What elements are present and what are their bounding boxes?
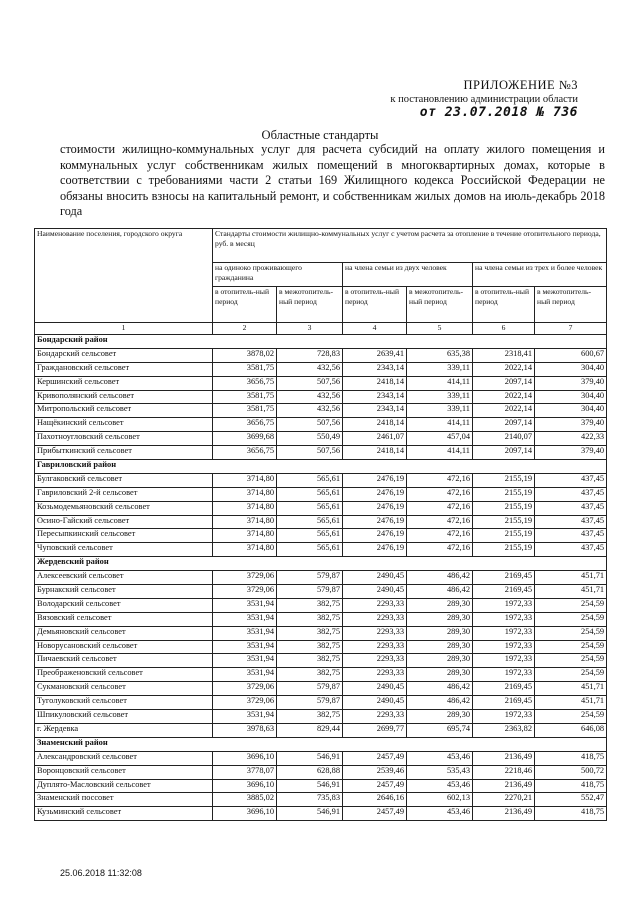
value-cell: 507,56 — [277, 418, 343, 432]
settlement-name: Александровский сельсовет — [35, 751, 213, 765]
value-cell: 3696,10 — [213, 779, 277, 793]
header-three-plus-family: на члена семьи из трех и более человек — [473, 263, 607, 287]
settlement-name: Митропольский сельсовет — [35, 404, 213, 418]
table-row — [35, 626, 607, 640]
value-cell: 2097,14 — [473, 418, 535, 432]
value-cell: 579,87 — [277, 682, 343, 696]
table-row — [35, 362, 607, 376]
header-nonheating-period: в межотопитель-ный период — [407, 287, 473, 323]
value-cell: 1972,33 — [473, 612, 535, 626]
value-cell: 486,42 — [407, 585, 473, 599]
value-cell: 2140,07 — [473, 432, 535, 446]
settlement-name: Пахотноугловский сельсовет — [35, 432, 213, 446]
value-cell: 507,56 — [277, 376, 343, 390]
settlement-name: Пичаевский сельсовет — [35, 654, 213, 668]
value-cell: 3778,07 — [213, 765, 277, 779]
value-cell: 3699,68 — [213, 432, 277, 446]
value-cell: 254,59 — [535, 598, 607, 612]
value-cell: 418,75 — [535, 807, 607, 821]
table-row — [35, 404, 607, 418]
table-row — [35, 501, 607, 515]
value-cell: 2169,45 — [473, 696, 535, 710]
value-cell: 451,71 — [535, 585, 607, 599]
value-cell: 2218,46 — [473, 765, 535, 779]
value-cell: 437,45 — [535, 501, 607, 515]
value-cell: 3656,75 — [213, 418, 277, 432]
value-cell: 695,74 — [407, 723, 473, 737]
value-cell: 2293,33 — [343, 612, 407, 626]
settlement-name: Булгаковский сельсовет — [35, 473, 213, 487]
value-cell: 2318,41 — [473, 348, 535, 362]
value-cell: 1972,33 — [473, 668, 535, 682]
value-cell: 2418,14 — [343, 418, 407, 432]
value-cell: 422,33 — [535, 432, 607, 446]
value-cell: 565,61 — [277, 487, 343, 501]
value-cell: 2097,14 — [473, 446, 535, 460]
value-cell: 451,71 — [535, 696, 607, 710]
value-cell: 3878,02 — [213, 348, 277, 362]
value-cell: 254,59 — [535, 668, 607, 682]
value-cell: 2476,19 — [343, 529, 407, 543]
value-cell: 3729,06 — [213, 696, 277, 710]
settlement-name: Вязовский сельсовет — [35, 612, 213, 626]
value-cell: 1972,33 — [473, 710, 535, 724]
value-cell: 3531,94 — [213, 654, 277, 668]
value-cell: 546,91 — [277, 751, 343, 765]
region-row — [35, 460, 607, 474]
table-row — [35, 654, 607, 668]
table-row — [35, 473, 607, 487]
value-cell: 2343,14 — [343, 362, 407, 376]
value-cell: 2476,19 — [343, 543, 407, 557]
value-cell: 432,56 — [277, 390, 343, 404]
value-cell: 414,11 — [407, 376, 473, 390]
value-cell: 2476,19 — [343, 515, 407, 529]
column-number: 5 — [407, 323, 473, 335]
settlement-name: Прибыткинский сельсовет — [35, 446, 213, 460]
value-cell: 2169,45 — [473, 682, 535, 696]
value-cell: 2418,14 — [343, 376, 407, 390]
value-cell: 1972,33 — [473, 598, 535, 612]
value-cell: 2169,45 — [473, 571, 535, 585]
value-cell: 2097,14 — [473, 376, 535, 390]
value-cell: 304,40 — [535, 390, 607, 404]
value-cell: 379,40 — [535, 376, 607, 390]
value-cell: 3714,80 — [213, 515, 277, 529]
settlement-name: Бурнакский сельсовет — [35, 585, 213, 599]
settlement-name: Бондарский сельсовет — [35, 348, 213, 362]
table-row — [35, 640, 607, 654]
appendix-subtitle: к постановлению администрации области — [390, 94, 578, 105]
value-cell: 579,87 — [277, 585, 343, 599]
document-description: стоимости жилищно-коммунальных услуг для расчета субсидий на оплату жилого помещения и коммунальных услуг собственникам жилых помещений в многоквартирных домах, которые в соответствии с требованиями части 2 статьи 169 Жилищного кодекса Российской Федерации не обязаны вносить взносы на капитальный ремонт, и собственникам жилых домов на июль-декабрь 2018 года — [60, 142, 605, 218]
value-cell: 432,56 — [277, 404, 343, 418]
value-cell: 3714,80 — [213, 501, 277, 515]
value-cell: 3714,80 — [213, 473, 277, 487]
value-cell: 1972,33 — [473, 626, 535, 640]
value-cell: 565,61 — [277, 501, 343, 515]
region-row — [35, 335, 607, 349]
table-row — [35, 779, 607, 793]
table-row — [35, 793, 607, 807]
region-name: Гавриловский район — [35, 460, 607, 474]
value-cell: 3714,80 — [213, 529, 277, 543]
table-row — [35, 765, 607, 779]
table-row — [35, 515, 607, 529]
value-cell: 3696,10 — [213, 751, 277, 765]
appendix-title: ПРИЛОЖЕНИЕ №3 — [463, 78, 578, 92]
settlement-name: Нащёкинский сельсовет — [35, 418, 213, 432]
value-cell: 600,67 — [535, 348, 607, 362]
value-cell: 437,45 — [535, 515, 607, 529]
value-cell: 437,45 — [535, 543, 607, 557]
value-cell: 546,91 — [277, 779, 343, 793]
value-cell: 2136,49 — [473, 779, 535, 793]
value-cell: 2490,45 — [343, 571, 407, 585]
value-cell: 486,42 — [407, 696, 473, 710]
value-cell: 2457,49 — [343, 779, 407, 793]
settlement-name: Туголуковский сельсовет — [35, 696, 213, 710]
value-cell: 2293,33 — [343, 598, 407, 612]
settlement-name: Козьмодемьяновский сельсовет — [35, 501, 213, 515]
value-cell: 254,59 — [535, 640, 607, 654]
value-cell: 379,40 — [535, 418, 607, 432]
value-cell: 472,16 — [407, 473, 473, 487]
value-cell: 432,56 — [277, 362, 343, 376]
value-cell: 535,43 — [407, 765, 473, 779]
header-heating-period: в отопитель-ный период — [343, 287, 407, 323]
value-cell: 453,46 — [407, 779, 473, 793]
value-cell: 3581,75 — [213, 404, 277, 418]
value-cell: 3978,63 — [213, 723, 277, 737]
value-cell: 565,61 — [277, 515, 343, 529]
value-cell: 289,30 — [407, 710, 473, 724]
value-cell: 2639,41 — [343, 348, 407, 362]
value-cell: 2293,33 — [343, 710, 407, 724]
header-nonheating-period: в межотопитель-ный период — [277, 287, 343, 323]
table-row — [35, 585, 607, 599]
value-cell: 2293,33 — [343, 626, 407, 640]
value-cell: 3729,06 — [213, 682, 277, 696]
value-cell: 3531,94 — [213, 640, 277, 654]
table-row — [35, 529, 607, 543]
value-cell: 472,16 — [407, 487, 473, 501]
value-cell: 2343,14 — [343, 390, 407, 404]
value-cell: 2293,33 — [343, 640, 407, 654]
column-number: 6 — [473, 323, 535, 335]
print-timestamp: 25.06.2018 11:32:08 — [60, 868, 142, 878]
table-row — [35, 668, 607, 682]
standards-table — [34, 228, 607, 821]
value-cell: 453,46 — [407, 807, 473, 821]
value-cell: 2363,82 — [473, 723, 535, 737]
column-number: 3 — [277, 323, 343, 335]
settlement-name: Володарский сельсовет — [35, 598, 213, 612]
settlement-name: г. Жердевка — [35, 723, 213, 737]
value-cell: 382,75 — [277, 668, 343, 682]
value-cell: 565,61 — [277, 529, 343, 543]
column-number: 2 — [213, 323, 277, 335]
settlement-name: Пересыпкинский сельсовет — [35, 529, 213, 543]
table-row — [35, 348, 607, 362]
value-cell: 453,46 — [407, 751, 473, 765]
appendix-block — [390, 78, 578, 120]
header-two-person-family: на члена семьи из двух человек — [343, 263, 473, 287]
table-row — [35, 710, 607, 724]
table-row — [35, 487, 607, 501]
value-cell: 565,61 — [277, 543, 343, 557]
value-cell: 472,16 — [407, 501, 473, 515]
value-cell: 546,91 — [277, 807, 343, 821]
table-row — [35, 696, 607, 710]
value-cell: 472,16 — [407, 529, 473, 543]
value-cell: 3729,06 — [213, 585, 277, 599]
table-row — [35, 543, 607, 557]
value-cell: 2457,49 — [343, 807, 407, 821]
value-cell: 2155,19 — [473, 487, 535, 501]
settlement-name: Шпикуловский сельсовет — [35, 710, 213, 724]
settlement-name: Чуповский сельсовет — [35, 543, 213, 557]
value-cell: 382,75 — [277, 612, 343, 626]
value-cell: 3531,94 — [213, 668, 277, 682]
table-row — [35, 418, 607, 432]
value-cell: 3531,94 — [213, 626, 277, 640]
value-cell: 2022,14 — [473, 362, 535, 376]
value-cell: 3714,80 — [213, 543, 277, 557]
value-cell: 3656,75 — [213, 376, 277, 390]
value-cell: 3714,80 — [213, 487, 277, 501]
region-row — [35, 737, 607, 751]
table-row — [35, 432, 607, 446]
region-name: Знаменский район — [35, 737, 607, 751]
settlement-name: Кривополянский сельсовет — [35, 390, 213, 404]
value-cell: 254,59 — [535, 626, 607, 640]
value-cell: 635,38 — [407, 348, 473, 362]
header-heating-period: в отопитель-ный период — [473, 287, 535, 323]
value-cell: 735,83 — [277, 793, 343, 807]
handwritten-decree-number: от 23.07.2018 № 736 — [419, 105, 578, 120]
table-row — [35, 571, 607, 585]
value-cell: 472,16 — [407, 515, 473, 529]
region-row — [35, 557, 607, 571]
settlement-name: Кершинский сельсовет — [35, 376, 213, 390]
value-cell: 472,16 — [407, 543, 473, 557]
value-cell: 2155,19 — [473, 501, 535, 515]
value-cell: 2461,07 — [343, 432, 407, 446]
value-cell: 382,75 — [277, 626, 343, 640]
value-cell: 382,75 — [277, 654, 343, 668]
value-cell: 254,59 — [535, 710, 607, 724]
value-cell: 2343,14 — [343, 404, 407, 418]
header-settlement-name: Наименование поселения, городского округа — [35, 229, 213, 323]
value-cell: 1972,33 — [473, 654, 535, 668]
value-cell: 579,87 — [277, 696, 343, 710]
value-cell: 2136,49 — [473, 751, 535, 765]
column-number: 1 — [35, 323, 213, 335]
settlement-name: Знаменский поссовет — [35, 793, 213, 807]
settlement-name: Преображеновский сельсовет — [35, 668, 213, 682]
table-row — [35, 723, 607, 737]
value-cell: 2476,19 — [343, 473, 407, 487]
value-cell: 437,45 — [535, 473, 607, 487]
value-cell: 3531,94 — [213, 612, 277, 626]
value-cell: 486,42 — [407, 682, 473, 696]
value-cell: 289,30 — [407, 640, 473, 654]
value-cell: 829,44 — [277, 723, 343, 737]
value-cell: 486,42 — [407, 571, 473, 585]
value-cell: 602,13 — [407, 793, 473, 807]
settlement-name: Воронцовский сельсовет — [35, 765, 213, 779]
value-cell: 646,08 — [535, 723, 607, 737]
column-number: 4 — [343, 323, 407, 335]
region-name: Жердевский район — [35, 557, 607, 571]
table-row — [35, 390, 607, 404]
value-cell: 289,30 — [407, 668, 473, 682]
value-cell: 2457,49 — [343, 751, 407, 765]
value-cell: 289,30 — [407, 598, 473, 612]
value-cell: 550,49 — [277, 432, 343, 446]
value-cell: 2022,14 — [473, 404, 535, 418]
value-cell: 437,45 — [535, 487, 607, 501]
settlement-name: Осино-Гайский сельсовет — [35, 515, 213, 529]
table-row — [35, 376, 607, 390]
value-cell: 451,71 — [535, 682, 607, 696]
value-cell: 3656,75 — [213, 446, 277, 460]
table-row — [35, 612, 607, 626]
settlement-name: Демьяновский сельсовет — [35, 626, 213, 640]
value-cell: 339,11 — [407, 362, 473, 376]
value-cell: 382,75 — [277, 640, 343, 654]
value-cell: 2270,21 — [473, 793, 535, 807]
header-single-person: на одиноко проживающего гражданина — [213, 263, 343, 287]
value-cell: 2155,19 — [473, 529, 535, 543]
table-row — [35, 598, 607, 612]
settlement-name: Дуплято-Масловский сельсовет — [35, 779, 213, 793]
value-cell: 552,47 — [535, 793, 607, 807]
value-cell: 2293,33 — [343, 654, 407, 668]
value-cell: 3581,75 — [213, 390, 277, 404]
value-cell: 2539,46 — [343, 765, 407, 779]
value-cell: 3581,75 — [213, 362, 277, 376]
value-cell: 579,87 — [277, 571, 343, 585]
table-row — [35, 751, 607, 765]
value-cell: 304,40 — [535, 362, 607, 376]
value-cell: 2490,45 — [343, 696, 407, 710]
value-cell: 414,11 — [407, 418, 473, 432]
table-row — [35, 807, 607, 821]
column-number: 7 — [535, 323, 607, 335]
value-cell: 728,83 — [277, 348, 343, 362]
value-cell: 451,71 — [535, 571, 607, 585]
header-heating-period: в отопитель-ный период — [213, 287, 277, 323]
settlement-name: Кузьминский сельсовет — [35, 807, 213, 821]
value-cell: 2155,19 — [473, 473, 535, 487]
table-row — [35, 446, 607, 460]
table-row — [35, 682, 607, 696]
value-cell: 254,59 — [535, 654, 607, 668]
value-cell: 565,61 — [277, 473, 343, 487]
value-cell: 2418,14 — [343, 446, 407, 460]
value-cell: 2169,45 — [473, 585, 535, 599]
value-cell: 339,11 — [407, 404, 473, 418]
value-cell: 3696,10 — [213, 807, 277, 821]
value-cell: 418,75 — [535, 779, 607, 793]
value-cell: 418,75 — [535, 751, 607, 765]
value-cell: 289,30 — [407, 654, 473, 668]
value-cell: 2293,33 — [343, 668, 407, 682]
header-standards: Стандарты стоимости жилищно-коммунальных услуг с учетом расчета за отопление в течение отопительного периода, руб. в месяц — [213, 229, 607, 263]
value-cell: 3531,94 — [213, 710, 277, 724]
value-cell: 289,30 — [407, 626, 473, 640]
value-cell: 2490,45 — [343, 585, 407, 599]
value-cell: 382,75 — [277, 710, 343, 724]
region-name: Бондарский район — [35, 335, 607, 349]
value-cell: 457,04 — [407, 432, 473, 446]
settlement-name: Новорусановский сельсовет — [35, 640, 213, 654]
value-cell: 437,45 — [535, 529, 607, 543]
value-cell: 2699,77 — [343, 723, 407, 737]
value-cell: 500,72 — [535, 765, 607, 779]
value-cell: 414,11 — [407, 446, 473, 460]
value-cell: 339,11 — [407, 390, 473, 404]
value-cell: 2155,19 — [473, 515, 535, 529]
header-nonheating-period: в межотопитель-ный период — [535, 287, 607, 323]
value-cell: 2490,45 — [343, 682, 407, 696]
value-cell: 507,56 — [277, 446, 343, 460]
value-cell: 3531,94 — [213, 598, 277, 612]
value-cell: 2136,49 — [473, 807, 535, 821]
value-cell: 304,40 — [535, 404, 607, 418]
value-cell: 2476,19 — [343, 501, 407, 515]
value-cell: 1972,33 — [473, 640, 535, 654]
value-cell: 2476,19 — [343, 487, 407, 501]
value-cell: 254,59 — [535, 612, 607, 626]
value-cell: 3885,02 — [213, 793, 277, 807]
value-cell: 2646,16 — [343, 793, 407, 807]
value-cell: 382,75 — [277, 598, 343, 612]
value-cell: 379,40 — [535, 446, 607, 460]
value-cell: 628,88 — [277, 765, 343, 779]
value-cell: 289,30 — [407, 612, 473, 626]
settlement-name: Граждановский сельсовет — [35, 362, 213, 376]
value-cell: 2155,19 — [473, 543, 535, 557]
document-title: Областные стандарты — [261, 128, 379, 142]
settlement-name: Алексеевский сельсовет — [35, 571, 213, 585]
settlement-name: Гавриловский 2-й сельсовет — [35, 487, 213, 501]
settlement-name: Сукмановский сельсовет — [35, 682, 213, 696]
value-cell: 3729,06 — [213, 571, 277, 585]
value-cell: 2022,14 — [473, 390, 535, 404]
